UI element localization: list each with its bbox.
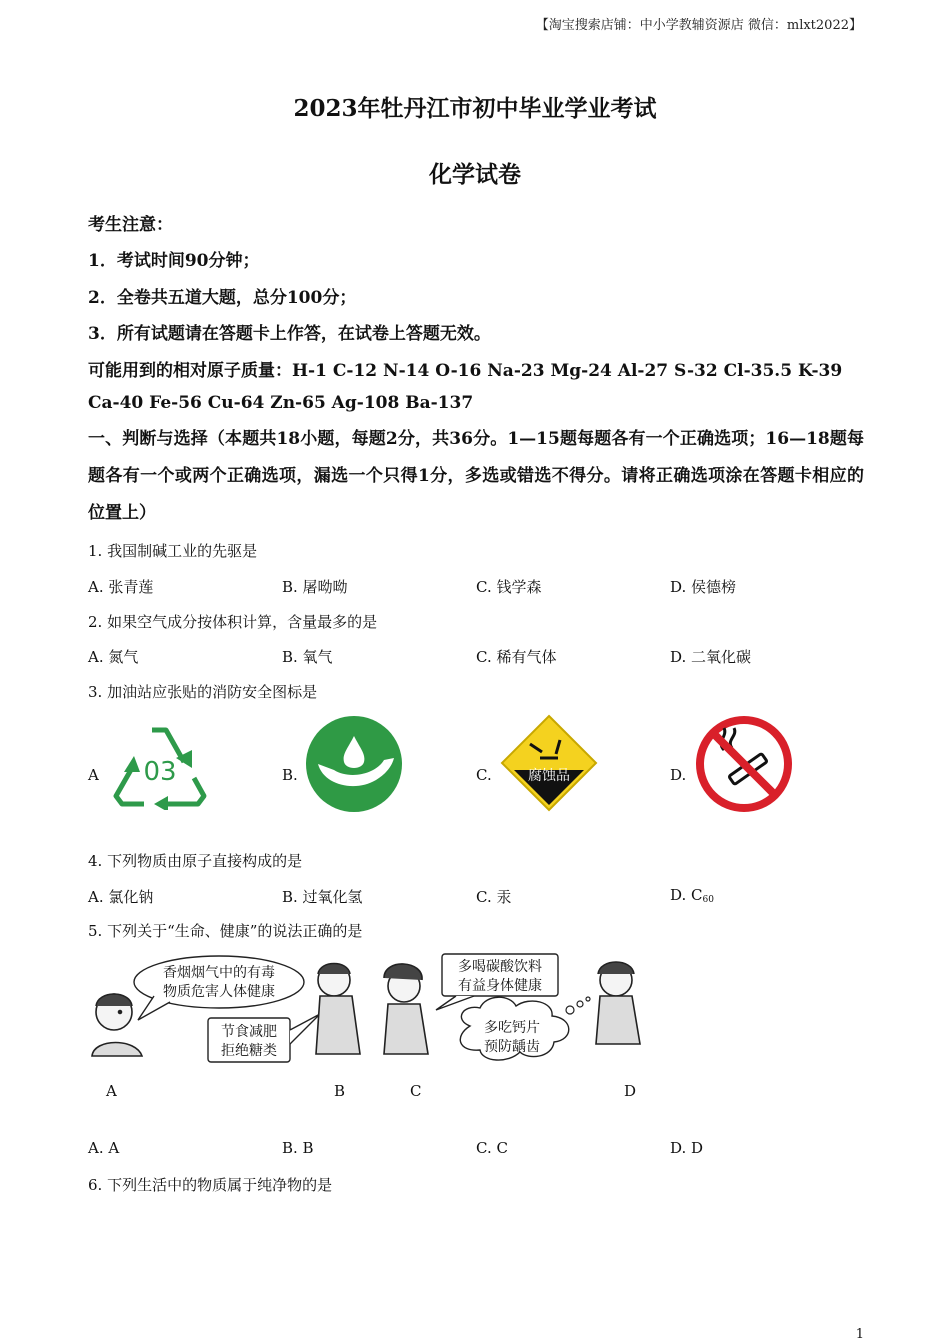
recycle-code: 03 <box>143 757 177 787</box>
q5-option-c: C. C <box>476 1139 508 1157</box>
q5-option-d: D. D <box>670 1139 704 1157</box>
exam-subtitle: 化学试卷 <box>429 161 521 188</box>
person-d <box>596 962 640 1044</box>
q4-option-d-subscript: 60 <box>702 895 714 905</box>
q4-option-d <box>670 886 714 905</box>
cartoon-label-a: A <box>106 1082 117 1100</box>
section-1-instructions: 一、判断与选择（本题共18小题，每题2分，共36分。1—15题每题各有一个正确选项；16—18题每题各有一个或两个正确选项，漏选一个只得1分，多选或错选不得分。请将正确选项涂在答题卡相应的位置上） <box>88 429 864 523</box>
question-3-stem: 3. 加油站应张贴的消防安全图标是 <box>88 683 318 701</box>
q3-label-d: D. <box>670 766 687 784</box>
cartoon-label-c: C <box>410 1082 422 1100</box>
q4-option-a: A. 氯化钠 <box>88 888 154 906</box>
q1-option-c: C. 钱学森 <box>476 578 542 596</box>
page-number: 1 <box>855 1327 864 1342</box>
bubble-d-line1: 多吃钙片 <box>484 1020 540 1036</box>
q2-option-a: A. 氮气 <box>88 648 139 666</box>
q2-option-d: D. 二氧化碳 <box>670 648 752 666</box>
q4-option-d-formula: D. C <box>670 886 703 904</box>
no-smoking-icon <box>694 714 794 814</box>
bubble-b-line2: 拒绝糖类 <box>221 1043 277 1059</box>
header-note: 【淘宝搜索店铺：中小学教辅资源店 微信：mlxt2022】 <box>535 18 862 33</box>
recycle-icon <box>110 718 210 810</box>
question-2-stem: 2. 如果空气成分按体积计算，含量最多的是 <box>88 613 378 631</box>
corrosive-label: 腐蚀品 <box>528 768 570 784</box>
q3-label-c: C. <box>476 766 492 784</box>
q5-option-b: B. B <box>282 1139 314 1157</box>
bubble-a-line1: 香烟烟气中的有毒 <box>163 965 275 981</box>
q4-option-b: B. 过氧化氢 <box>282 888 363 906</box>
cartoon-label-b: B <box>334 1082 346 1100</box>
question-6-stem: 6. 下列生活中的物质属于纯净物的是 <box>88 1176 333 1194</box>
q1-option-a: A. 张青莲 <box>88 578 154 596</box>
bubble-a-line2: 物质危害人体健康 <box>163 984 275 1000</box>
water-saving-icon <box>304 714 404 814</box>
corrosive-warning-icon <box>500 714 598 812</box>
q2-option-c: C. 稀有气体 <box>476 648 557 666</box>
cartoon-label-d: D <box>624 1082 637 1100</box>
q3-label-b: B. <box>282 766 298 784</box>
q3-label-a: A <box>88 766 99 784</box>
exam-title: 2023年牡丹江市初中毕业学业考试 <box>293 95 657 122</box>
bubble-d-line2: 预防龋齿 <box>484 1039 540 1055</box>
notice-heading: 考生注意： <box>88 215 173 235</box>
person-a <box>92 994 142 1056</box>
q4-option-c: C. 汞 <box>476 888 512 906</box>
q5-option-a: A. A <box>88 1139 120 1157</box>
atomic-masses-line2: Ca-40 Fe-56 Cu-64 Zn-65 Ag-108 Ba-137 <box>88 393 474 413</box>
question-4-stem: 4. 下列物质由原子直接构成的是 <box>88 852 303 870</box>
notice-item-1: 1．考试时间90分钟； <box>88 251 260 271</box>
bubble-b-line1: 节食减肥 <box>221 1024 277 1040</box>
question-5-stem: 5. 下列关于“生命、健康”的说法正确的是 <box>88 922 363 940</box>
q1-option-b: B. 屠呦呦 <box>282 578 348 596</box>
health-cartoon <box>84 950 654 1080</box>
notice-item-2: 2．全卷共五道大题，总分100分； <box>88 288 357 308</box>
person-b <box>316 964 360 1055</box>
notice-item-3: 3．所有试题请在答题卡上作答，在试卷上答题无效。 <box>88 324 491 344</box>
bubble-c-line2: 有益身体健康 <box>458 978 542 994</box>
q1-option-d: D. 侯德榜 <box>670 578 737 596</box>
atomic-masses-line1: 可能用到的相对原子质量：H-1 C-12 N-14 O-16 Na-23 Mg-24 Al-27 S-32 Cl-35.5 K-39 <box>88 361 843 381</box>
person-c <box>384 964 428 1054</box>
bubble-c-line1: 多喝碳酸饮料 <box>458 959 542 975</box>
q2-option-b: B. 氧气 <box>282 648 333 666</box>
question-1-stem: 1. 我国制碱工业的先驱是 <box>88 542 258 560</box>
